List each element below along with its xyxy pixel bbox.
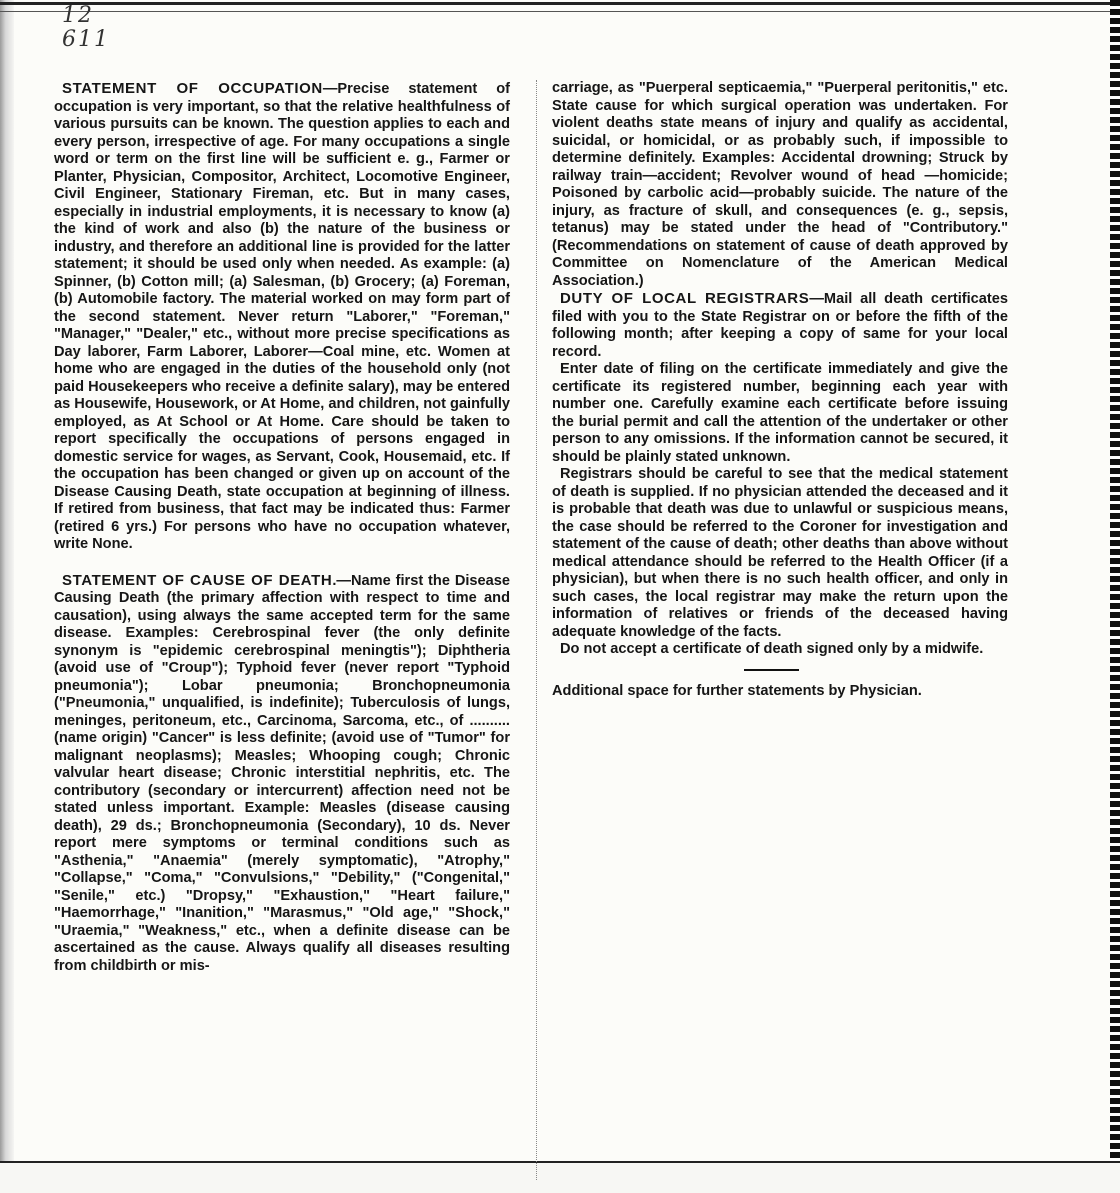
cause-of-death-body: .—Name first the Disease Causing Death (the primary affection with respect to time and causation), using always the same accepted term for the same disease. Examples: Cerebrospinal fever (the only definite synonym is "epidemic cerebrospinal meningtis"); Diphtheria (avoid use of "Croup"); Typhoid fever (never report "Typhoid pneumonia"); Lobar pneumonia; Bronchopneumonia ("Pneumonia," unqualified, is indefinite); Tuberculosis of lungs, meninges, peritoneum, etc., Carcinoma, Sarcoma, etc., of .......... (name origin) "Cancer" is less definite; (avoid use of "Tumor" for malignant neoplasms); Measles; Whooping cough; Chronic valvular heart disease; Chronic interstitial nephritis, etc. The contributory (secondary or intercurrent) affection need not be stated unless important. Example: Measles (disease causing death), 29 ds.; Bronchopneumonia (Secondary), 10 ds. Never report mere symptoms or terminal conditions such as "Asthenia," "Anaemia" (merely symptomatic), "Atrophy," "Collapse," "Coma," "Convulsions," "Debility," ("Congenital," "Senile," etc.) "Dropsy," "Exhaustion," "Heart failure," "Haemorrhage," "Inanition," "Marasmus," "Old age," "Shock," "Uraemia," "Weakness," etc., when a definite disease can be ascertained as the cause. Always qualify all diseases resulting from childbirth or mis- xyxy=(54,572,510,974)
filing-paragraph: Enter date of filing on the certificate immediately and give the certificate its registered number, beginning each year with number one. Carefully examine each certificate before issuing the burial permit and call the attention of the undertaker or other person to any omissions. If the information cannot be secured, it should be plainly stated unknown. xyxy=(552,361,1008,465)
cause-of-death-section xyxy=(54,572,510,976)
scan-edge-bottom xyxy=(0,1161,1120,1193)
registrars-heading: DUTY OF LOCAL REGISTRARS xyxy=(560,290,810,307)
scan-shadow-left xyxy=(0,0,14,1193)
cause-of-death-heading: STATEMENT OF CAUSE OF DEATH xyxy=(62,571,333,589)
occupation-body: —Precise statement of occupation is very important, so that the relative healthfulness of various pursuits can be known. The question applies to each and every person, irrespective of age. For many occupations a single word or term on the first line will be sufficient e. g., Farmer or Planter, Physician, Compositor, Architect, Locomotive Engineer, Civil Engineer, Stationary Fireman, etc. But in many cases, especially in industrial employments, it is necessary to know (a) the kind of work and also (b) the nature of the business or industry, and therefore an additional line is provided for the latter statement; it should be used only when needed. As example: (a) Spinner, (b) Cotton mill; (a) Salesman, (b) Grocery; (a) Foreman, (b) Automobile factory. The material worked on may form part of the second statement. Never return "Laborer," "Foreman," "Manager," "Dealer," etc., without more precise specifications as Day laborer, Farm Laborer, Laborer—Coal mine, etc. Women at home who are engaged in the duties of the household only (not paid Housekeepers who receive a definite salary), may be entered as Housewife, Housework, or At Home, and children, not gainfully employed, as At School or At Home. Care should be taken to report specifically the occupations of persons engaged in domestic service for wages, as Servant, Cook, Housemaid, etc. If the occupation has been changed or given up on account of the Disease Causing Death, state occupation at beginning of illness. If retired from business, that fact may be indicated thus: Farmer (retired 6 yrs.) For persons who have no occupation whatever, write None. xyxy=(54,81,510,552)
left-column xyxy=(54,80,510,975)
cause-continued-paragraph: carriage, as "Puerperal septicaemia," "Puerperal peritonitis," etc. State cause for which surgical operation was undertaken. For violent deaths state means of injury and qualify as accidental, suicidal, or homicidal, or as probably such, if impossible to determine definitely. Examples: Accidental drowning; Struck by railway train—accident; Revolver wound of head —homicide; Poisoned by carbolic acid—probably suicide. The nature of the injury, as fracture of skull, and consequences (e. g., sepsis, tetanus) may be stated under the head of "Contributory." (Recommendations on statement of cause of death approved by Committee on Nomenclature of the American Medical Association.) xyxy=(552,80,1008,289)
scan-edge-top xyxy=(0,2,1120,12)
medical-statement-paragraph: Registrars should be careful to see that the medical statement of death is supplied. If no physician attended the deceased and it is probable that death was due to unlawful or suspicious means, the case should be referred to the Coroner for investigation and statement of the cause of death; other deaths than above without medical attendance should be referred to the Health Officer (if a physician), but when there is no such health officer, and only in such cases, the local registrar may make the return upon the information of relatives or friends of the deceased having adequate knowledge of the facts. xyxy=(552,466,1008,640)
scan-edge-right xyxy=(1110,0,1120,1193)
additional-space-label: Additional space for further statements by Physician. xyxy=(552,682,922,699)
occupation-section xyxy=(54,80,510,554)
right-column xyxy=(552,80,1008,700)
section-rule xyxy=(744,669,799,671)
registrars-body: —Mail all death certificates filed with you to the State Registrar on or before the fifth of the following month; after keeping a copy of same for your local record. xyxy=(552,291,1008,360)
registrars-section xyxy=(552,290,1008,361)
occupation-heading: STATEMENT OF OCCUPATION xyxy=(62,80,323,97)
column-divider xyxy=(536,80,537,1180)
midwife-paragraph: Do not accept a certificate of death signed only by a midwife. xyxy=(560,641,984,657)
handwritten-margin-note: 12 611 xyxy=(62,3,110,52)
